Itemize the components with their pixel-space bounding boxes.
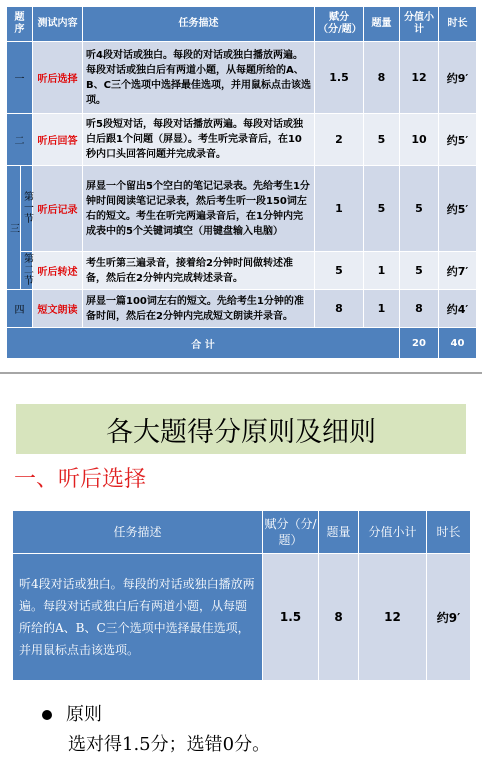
table-row xyxy=(7,252,477,290)
header-time: 时长 xyxy=(439,7,477,42)
header-desc: 任务描述 xyxy=(13,511,263,554)
slide-divider xyxy=(0,372,482,374)
row-desc: 听5段短对话，每段对话播放两遍。每段对话或独白后跟1个问题（屏显）。考生听完录音后，在10秒内口头回答问题并完成录音。 xyxy=(83,114,315,166)
row-score: 1 xyxy=(315,166,364,252)
header-desc: 任务描述 xyxy=(83,7,315,42)
row-subsection: 第二节 xyxy=(21,252,33,290)
exam-structure-table xyxy=(6,6,497,359)
section-banner: 各大题得分原则及细则 xyxy=(16,404,466,454)
row-index: 一 xyxy=(7,42,33,114)
row-time: 约7′ xyxy=(439,252,477,290)
header-order: 题序 xyxy=(7,7,33,42)
header-time: 时长 xyxy=(427,511,471,554)
row-score: 2 xyxy=(315,114,364,166)
row-content: 短文朗读 xyxy=(33,290,83,328)
table-header-row xyxy=(7,7,477,42)
row-index: 四 xyxy=(7,290,33,328)
header-score: 赋分（分/题） xyxy=(315,7,364,42)
row-score: 8 xyxy=(315,290,364,328)
total-label: 合 计 xyxy=(7,328,400,359)
row-content: 听后转述 xyxy=(33,252,83,290)
table-row xyxy=(7,166,477,252)
row-desc: 听4段对话或独白。每段的对话或独白播放两遍。每段对话或独白后有两道小题，从每题所给的A、B、C三个选项中选择最佳选项，并用鼠标点击该选项。 xyxy=(13,554,263,681)
row-qty: 5 xyxy=(364,114,400,166)
row-desc: 考生听第三遍录音，接着给2分钟时间做转述准备，然后在2分钟内完成转述录音。 xyxy=(83,252,315,290)
row-desc: 屏显一个留出5个空白的笔记记录表。先给考生1分钟时间阅读笔记记录表，然后考生听一段150词左右的短文。考生在听完两遍录音后，在1分钟内完成表中的5个关键词填空（用键盘输入电脑） xyxy=(83,166,315,252)
row-time: 约4′ xyxy=(439,290,477,328)
row-subsection: 第一节 xyxy=(21,166,33,252)
row-qty: 1 xyxy=(364,252,400,290)
score-table-container xyxy=(6,6,497,359)
row-score: 1.5 xyxy=(315,42,364,114)
row-content: 听后选择 xyxy=(33,42,83,114)
row-subtotal: 5 xyxy=(400,252,439,290)
total-subtotal: 40 xyxy=(439,328,477,359)
principle-heading: 原则 xyxy=(66,704,102,725)
row-qty: 1 xyxy=(364,290,400,328)
row-score: 5 xyxy=(315,252,364,290)
row-time: 约9′ xyxy=(427,554,471,681)
row-time: 约9′ xyxy=(439,42,477,114)
row-content: 听后记录 xyxy=(33,166,83,252)
bullet-icon xyxy=(42,710,52,720)
total-qty: 20 xyxy=(400,328,439,359)
row-qty: 8 xyxy=(319,554,359,681)
row-subtotal: 12 xyxy=(359,554,427,681)
header-subtotal: 分值小计 xyxy=(359,511,427,554)
row-subtotal: 10 xyxy=(400,114,439,166)
header-subtotal: 分值小计 xyxy=(400,7,439,42)
header-content: 测试内容 xyxy=(33,7,83,42)
table-row xyxy=(13,554,471,681)
row-index: 二 xyxy=(7,114,33,166)
row-desc: 听4段对话或独白。每段的对话或独白播放两遍。每段对话或独白后有两道小题，从每题所给的A、B、C三个选项中选择最佳选项，并用鼠标点击该选项。 xyxy=(83,42,315,114)
row-time: 约5′ xyxy=(439,114,477,166)
table-row xyxy=(7,114,477,166)
row-qty: 8 xyxy=(364,42,400,114)
row-desc: 屏显一篇100词左右的短文。先给考生1分钟的准备时间，然后在2分钟内完成短文朗读并录音。 xyxy=(83,290,315,328)
row-content: 听后回答 xyxy=(33,114,83,166)
row-qty: 5 xyxy=(364,166,400,252)
total-row: 合 计 20 40 约30′ xyxy=(7,328,477,359)
table-row xyxy=(7,42,477,114)
header-qty: 题量 xyxy=(319,511,359,554)
row-index: 三 xyxy=(7,166,21,290)
row-time: 约5′ xyxy=(439,166,477,252)
header-score: 赋分（分/题） xyxy=(263,511,319,554)
table-row xyxy=(7,290,477,328)
row-subtotal: 5 xyxy=(400,166,439,252)
listening-choice-table xyxy=(12,510,471,681)
section-title: 一、听后选择 xyxy=(14,467,147,492)
principle-item xyxy=(42,700,102,726)
row-subtotal: 8 xyxy=(400,290,439,328)
principle-rule: 选对得1.5分；选错0分。 xyxy=(68,734,271,755)
table-header-row xyxy=(13,511,471,554)
header-qty: 题量 xyxy=(364,7,400,42)
row-score: 1.5 xyxy=(263,554,319,681)
row-subtotal: 12 xyxy=(400,42,439,114)
